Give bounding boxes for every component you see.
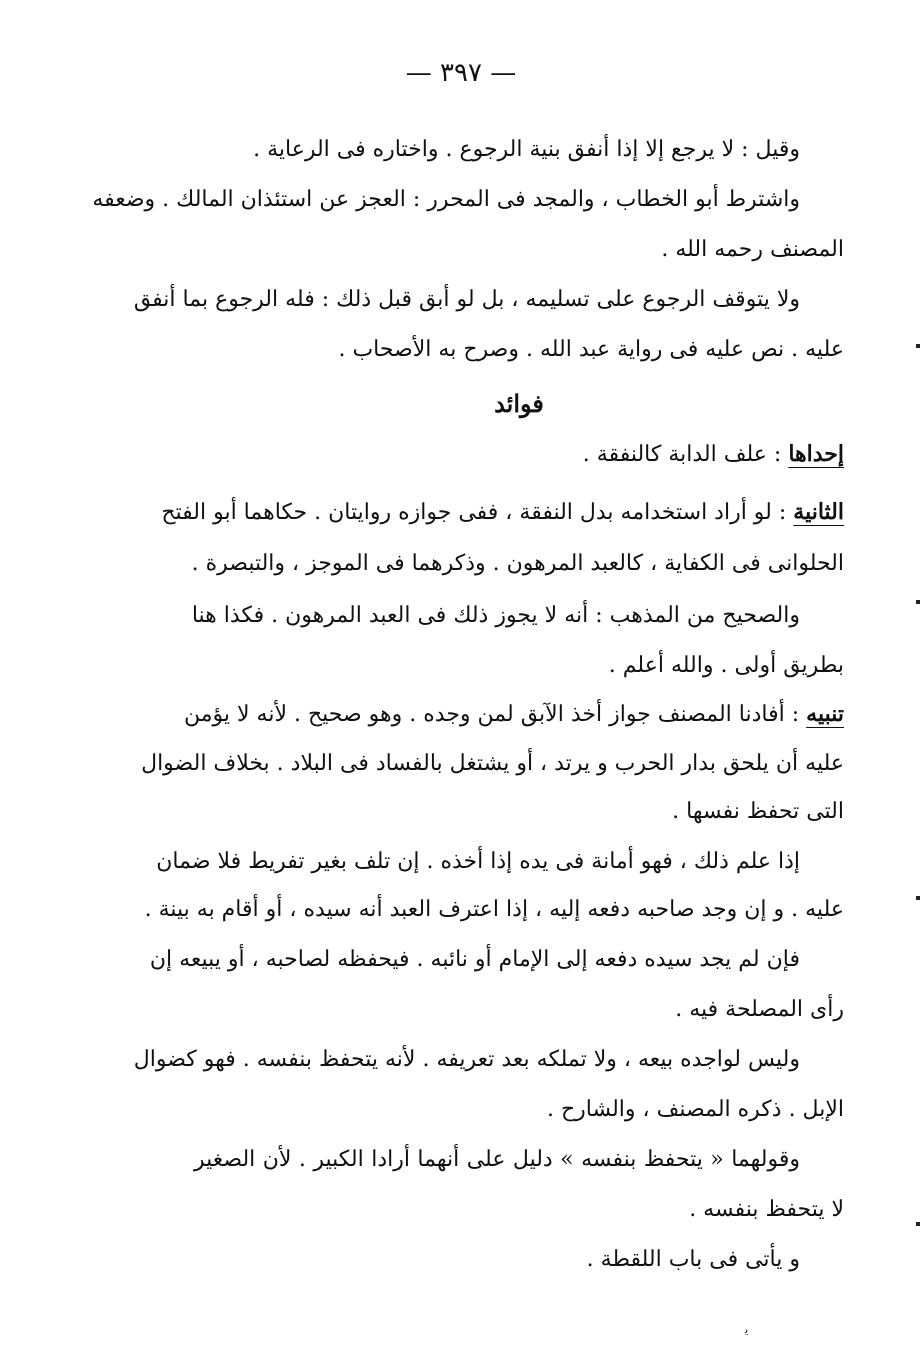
section-heading: فوائد [494, 389, 544, 418]
page-number: — ٣٩٧ — [405, 58, 517, 88]
text-line: إذا علم ذلك ، فهو أمانة فى يده إذا أخذه . إن تلف بغير تفريط فلا ضمان [156, 849, 800, 874]
item-text: : علف الدابة كالنفقة . [582, 442, 789, 467]
text-line: بطريق أولى . والله أعلم . [608, 653, 844, 678]
footer-mark: ﯾ [745, 1322, 749, 1336]
note-label: تنبيه [806, 701, 844, 727]
item-label: إحداها [788, 441, 844, 467]
text-line: الإبل . ذكره المصنف ، والشارح . [546, 1097, 844, 1122]
margin-mark [916, 896, 920, 900]
text-line: التى تحفظ نفسها . [672, 799, 844, 824]
text-line: فإن لم يجد سيده دفعه إلى الإمام أو نائبه . فيحفظه لصاحبه ، أو يبيعه إن [149, 947, 800, 972]
text-line: عليه أن يلحق بدار الحرب و يرتد ، أو يشتغل بالفساد فى البلاد . بخلاف الضوال [141, 751, 844, 776]
text-line: واشترط أبو الخطاب ، والمجد فى المحرر : العجز عن استئذان المالك . وضعفه [92, 187, 800, 212]
margin-mark [916, 1222, 920, 1226]
text-line [161, 486, 844, 539]
text-line [183, 688, 844, 741]
item-label: الثانية [793, 499, 844, 525]
text-line: عليه . نص عليه فى رواية عبد الله . وصرح به الأصحاب . [338, 337, 844, 362]
text-line: والصحيح من المذهب : أنه لا يجوز ذلك فى العبد المرهون . فكذا هنا [191, 603, 800, 628]
text-line: و يأتى فى باب اللقطة . [586, 1247, 800, 1272]
text-line: ولا يتوقف الرجوع على تسليمه ، بل لو أبق قبل ذلك : فله الرجوع بما أنفق [133, 287, 800, 312]
item-text: : لو أراد استخدامه بدل النفقة ، ففى جوازه روايتان . حكاهما أبو الفتح [161, 500, 794, 525]
margin-mark [916, 344, 920, 348]
margin-mark [916, 600, 920, 604]
text-line: لا يتحفظ بنفسه . [689, 1197, 844, 1222]
text-line: وليس لواجده بيعه ، ولا تملكه بعد تعريفه . لأنه يتحفظ بنفسه . فهو كضوال [133, 1047, 800, 1072]
text-line: رأى المصلحة فيه . [675, 997, 844, 1022]
text-line: المصنف رحمه الله . [661, 237, 844, 262]
text-line: عليه . و إن وجد صاحبه دفعه إليه ، إذا اعترف العبد أنه سيده ، أو أقام به بينة . [144, 897, 844, 922]
text-line: وقولهما « يتحفظ بنفسه » دليل على أنهما أرادا الكبير . لأن الصغير [194, 1147, 800, 1172]
text-line [194, 428, 844, 481]
text-line: وقيل : لا يرجع إلا إذا أنفق بنية الرجوع . واختاره فى الرعاية . [253, 137, 800, 162]
text-line: الحلوانى فى الكفاية ، كالعبد المرهون . وذكرهما فى الموجز ، والتبصرة . [191, 551, 844, 576]
note-text: : أفادنا المصنف جواز أخذ الآبق لمن وجده . وهو صحيح . لأنه لا يؤمن [183, 702, 807, 727]
body-text [92, 0, 844, 1346]
